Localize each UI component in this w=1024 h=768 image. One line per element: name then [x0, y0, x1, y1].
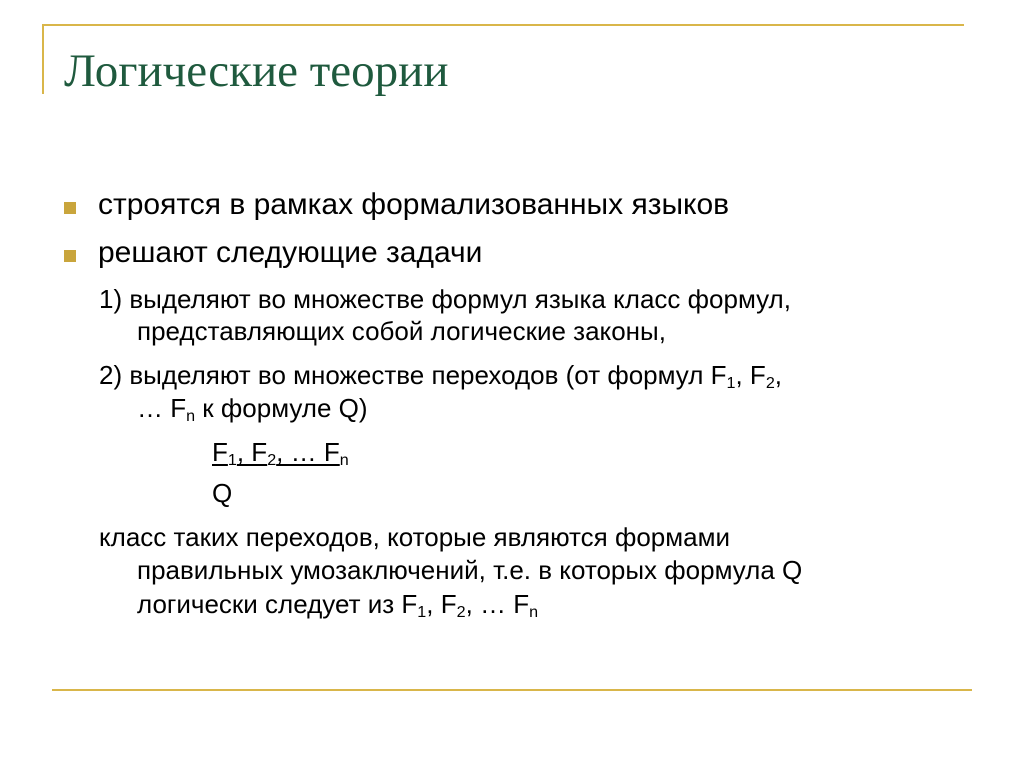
task2-sep: , F — [735, 360, 766, 390]
concl-sub-1: 1 — [417, 603, 427, 622]
task1-line1: 1) выделяют во множестве формул языка класс формул, — [99, 284, 791, 314]
frac-sub-2: 2 — [267, 451, 277, 470]
frac-sub-1: 1 — [227, 451, 237, 470]
frac-c2: , … F — [276, 437, 340, 467]
bullet-item-2: решают следующие задачи — [98, 236, 483, 269]
fraction-denominator: Q — [212, 478, 233, 508]
conclusion-line2: правильных умозаключений, т.е. в которых формула Q — [137, 555, 803, 585]
bottom-divider — [52, 689, 972, 691]
concl-sub-n: n — [529, 603, 539, 622]
task2-line2-end: к формуле Q) — [195, 393, 368, 423]
task1-line2: представляющих собой логические законы, — [137, 316, 666, 346]
conclusion-line1: класс таких переходов, которые являются формами — [99, 522, 730, 552]
frac-sub-n: n — [339, 451, 349, 470]
square-bullet-icon — [64, 250, 76, 262]
frac-c1: , F — [236, 437, 268, 467]
task2-line2-text: … F — [137, 393, 187, 423]
subscript-2: 2 — [765, 374, 775, 393]
bullet-item-1: строятся в рамках формализованных языков — [98, 188, 730, 221]
slide-title: Логические теории — [64, 45, 449, 97]
top-divider — [42, 24, 964, 26]
concl-sub-2: 2 — [456, 603, 466, 622]
subscript-n: n — [186, 407, 196, 426]
task2-line1 — [99, 360, 782, 391]
concl-c2: , … F — [465, 589, 530, 619]
task2-line2 — [137, 393, 368, 424]
concl-c1: , F — [426, 589, 457, 619]
fraction-numerator — [212, 437, 349, 468]
task2-comma: , — [774, 360, 783, 390]
square-bullet-icon — [64, 202, 76, 214]
subscript-1: 1 — [726, 374, 736, 393]
frac-f: F — [212, 437, 228, 467]
task2-text: 2) выделяют во множестве переходов (от формул F — [99, 360, 727, 390]
left-divider — [42, 24, 44, 94]
conclusion-line3-text: логически следует из F — [137, 589, 418, 619]
conclusion-line3 — [137, 589, 538, 620]
